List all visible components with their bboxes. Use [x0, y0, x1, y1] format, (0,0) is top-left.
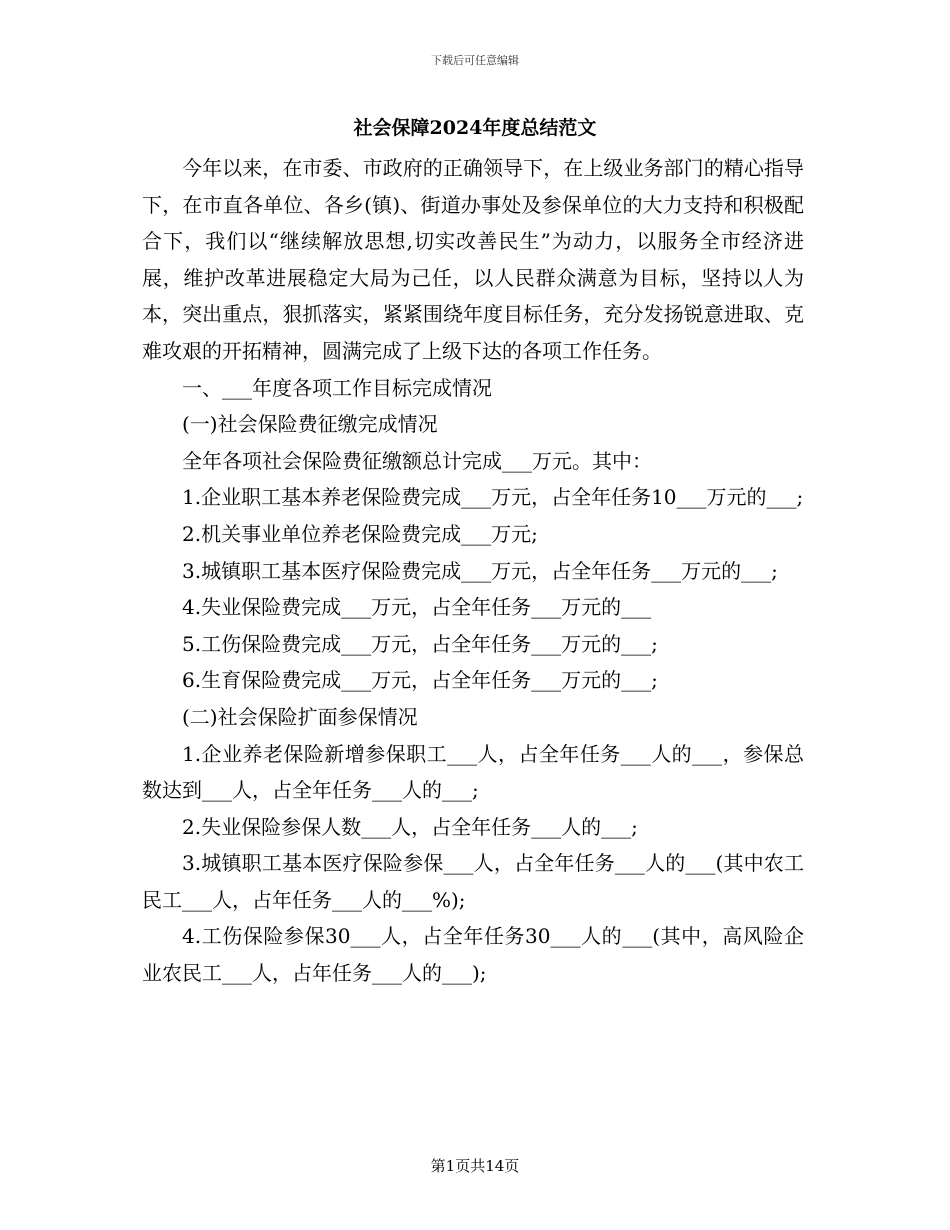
- paragraph-collection-total: 全年各项社会保险费征缴额总计完成___万元。其中：: [182, 448, 652, 473]
- list-item-maternity-insurance: 6.生育保险费完成___万元，占全年任务___万元的___;: [182, 668, 658, 693]
- list-item-enterprise-pension: 1.企业职工基本养老保险费完成___万元，占全年任务10___万元的___;: [182, 485, 804, 510]
- page-header-note: 下载后可任意编辑: [431, 54, 519, 67]
- list-item-institution-pension: 2.机关事业单位养老保险费完成___万元;: [182, 521, 538, 546]
- list-item-unemployment-insurance: 4.失业保险费完成___万元，占全年任务___万元的___: [182, 595, 652, 620]
- subsection-heading-1: (一)社会保险费征缴完成情况: [182, 412, 438, 437]
- page-number: 第1页共14页: [430, 1157, 520, 1175]
- section-heading-1: 一、___年度各项工作目标完成情况: [182, 375, 492, 400]
- list-item-injury-enrollment: 4.工伤保险参保30___人，占全年任务30___人的___(其中，高风险企业农民工___人，占年任务___人的___);: [142, 924, 804, 986]
- intro-paragraph: 今年以来，在市委、市政府的正确领导下，在上级业务部门的精心指导下，在市直各单位、各乡(镇)、街道办事处及参保单位的大力支持和积极配合下，我们以“继续解放思想,切实改善民生”为动力，以服务全市经济进展，维护改革进展稳定大局为己任，以人民群众满意为目标，坚持以人为本，突出重点，狠抓落实，紧紧围绕年度目标任务，充分发扬锐意进取、克难攻艰的开拓精神，圆满完成了上级下达的各项工作任务。: [142, 156, 804, 363]
- subsection-heading-2: (二)社会保险扩面参保情况: [182, 704, 418, 729]
- list-item-unemployment-enrollment: 2.失业保险参保人数___人，占全年任务___人的___;: [182, 814, 638, 839]
- list-item-medical-insurance: 3.城镇职工基本医疗保险费完成___万元，占全年任务___万元的___;: [182, 558, 778, 583]
- list-item-injury-insurance: 5.工伤保险费完成___万元，占全年任务___万元的___;: [182, 631, 658, 656]
- list-item-pension-enrollment: 1.企业养老保险新增参保职工___人，占全年任务___人的___，参保总数达到___人，占全年任务___人的___;: [142, 741, 804, 803]
- list-item-medical-enrollment: 3.城镇职工基本医疗保险参保___人，占全年任务___人的___(其中农工民工___人，占年任务___人的___%);: [142, 851, 804, 912]
- document-body: [142, 150, 804, 992]
- document-title: 社会保障2024年度总结范文: [353, 117, 597, 139]
